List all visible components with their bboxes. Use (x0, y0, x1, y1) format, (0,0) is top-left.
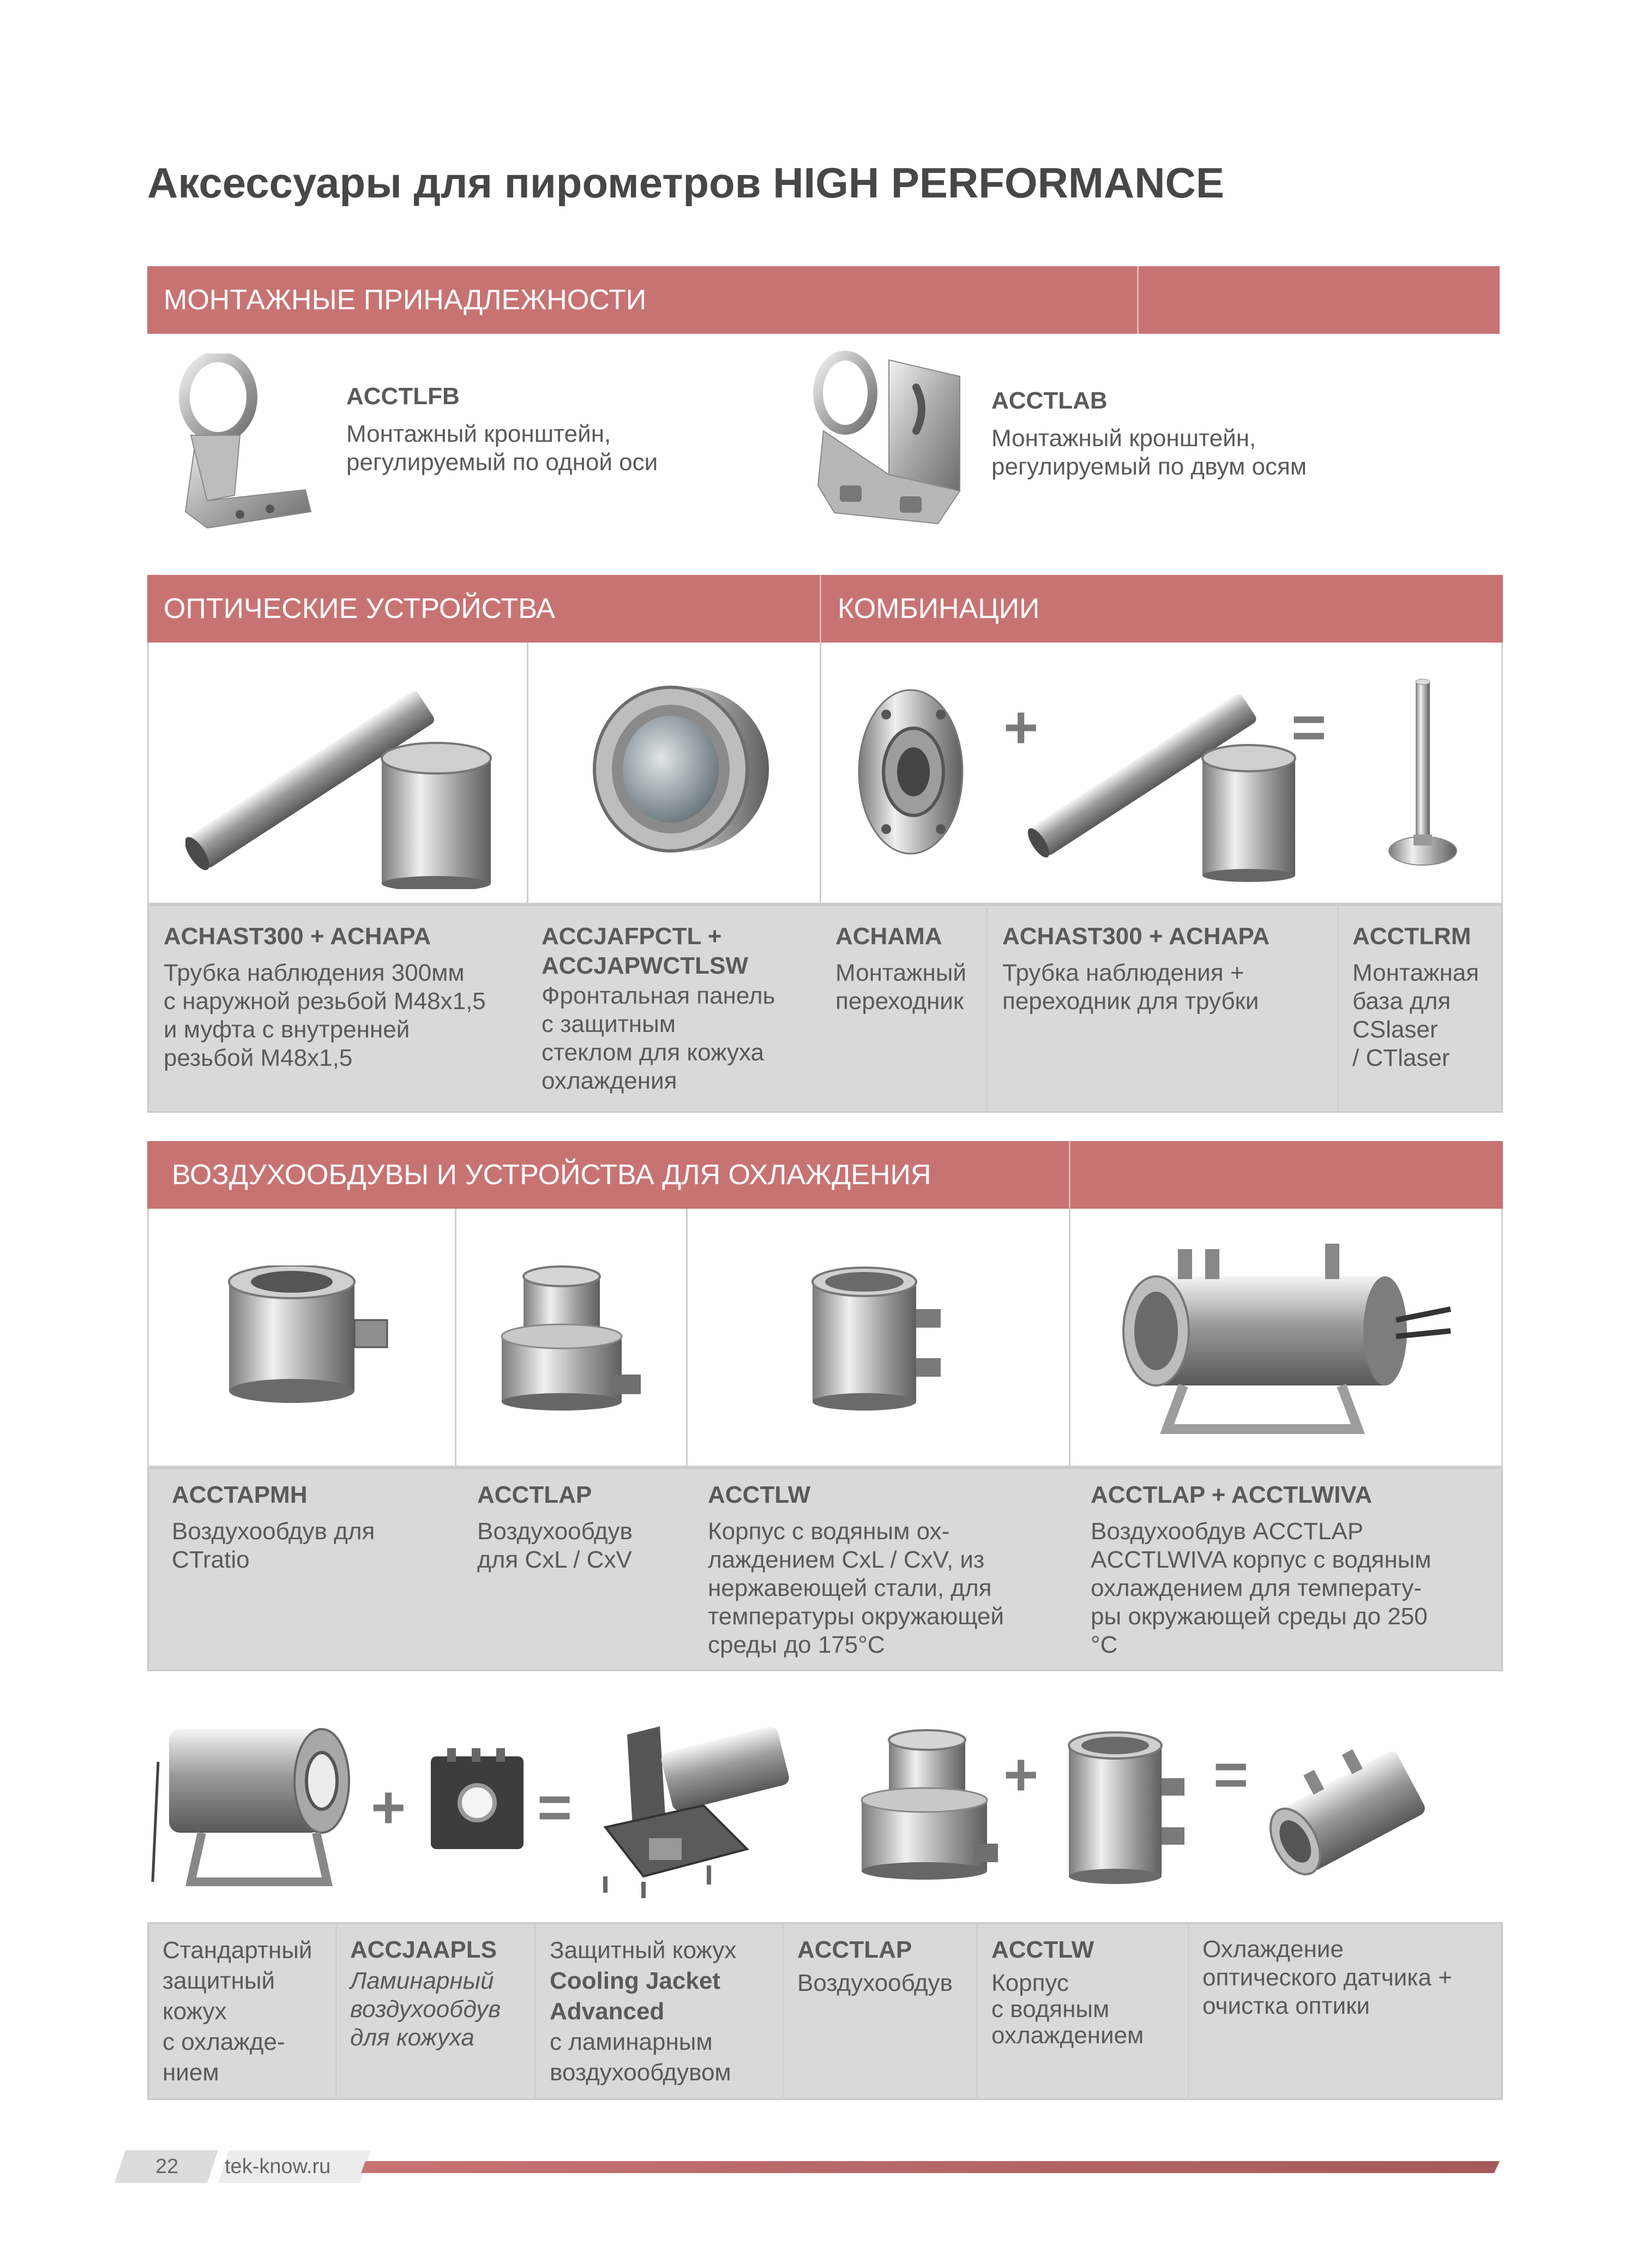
bottom-code-4: ACCTLAP (797, 1936, 912, 1963)
cell-divider (1188, 1922, 1189, 2100)
plus-sign: + (1003, 1741, 1039, 1808)
desc-line: кожух (163, 1998, 227, 2025)
equals-sign: = (537, 1774, 573, 1841)
desc-line: нием (163, 2059, 219, 2086)
desc-line: Воздухообдув ACCTLAP (1091, 1518, 1364, 1545)
cell-divider (335, 1922, 337, 2100)
bottom-desc-1 (163, 1935, 312, 2088)
desc-line: температуры окружающей (708, 1603, 1004, 1630)
bottom-desc-6 (1202, 1935, 1452, 2020)
desc-line: с водяным (991, 1996, 1110, 2023)
cell-divider (986, 904, 988, 1113)
desc-line: охлаждения (542, 1067, 677, 1094)
mounting-base-image (1385, 676, 1461, 878)
page-title: Аксессуары для пирометров HIGH PERFORMANCE (147, 159, 1224, 207)
desc-line: охлаждением для температу- (1091, 1575, 1422, 1601)
desc-line: резьбой M48x1,5 (164, 1045, 353, 1071)
bracket-one-axis-image (175, 353, 316, 533)
cooling-desc-1 (172, 1517, 375, 1574)
section-header-combinations (821, 575, 1503, 643)
protective-housing-image (147, 1718, 360, 1893)
desc-line: воздухообдув (350, 1996, 501, 2023)
mounting-desc-1 (346, 420, 658, 477)
desc-line: для кожуха (350, 2024, 474, 2051)
combo-code-2: ACHAST300 + ACHAPA (1002, 923, 1270, 950)
desc-line: Монтажный (835, 959, 966, 986)
cooling-code-1: ACCTAPMH (172, 1481, 308, 1508)
equals-sign: = (1291, 694, 1327, 761)
desc-line-bold: Advanced (550, 1998, 665, 2025)
header-divider (1137, 266, 1139, 334)
desc-line: / CTlaser (1352, 1045, 1450, 1071)
desc-line: для CxL / CxV (477, 1546, 632, 1573)
air-purge-cxl-image (491, 1265, 654, 1413)
combo-desc-2 (1002, 959, 1259, 1016)
site-link[interactable]: tek-know.ru (225, 2155, 331, 2178)
desc-line: с охлажде- (163, 2029, 285, 2055)
desc-line: Монтажный кронштейн, (991, 425, 1256, 452)
air-purge-ctratio-image (224, 1265, 398, 1407)
optical-code-2 (542, 922, 748, 981)
header-divider (1069, 1141, 1070, 1209)
cooling-desc-3 (708, 1517, 1004, 1659)
page-number: 22 (155, 2155, 179, 2178)
optical-header-text: ОПТИЧЕСКИЕ УСТРОЙСТВА (164, 593, 555, 625)
desc-line: Защитный кожух (550, 1937, 737, 1964)
sight-tube-image (185, 676, 502, 889)
mounting-adapter-image (848, 682, 973, 862)
cooling-desc-4 (1091, 1517, 1431, 1659)
desc-line: ACCTLWIVA корпус с водяным (1091, 1546, 1431, 1573)
desc-line: Трубка наблюдения 300мм (164, 959, 465, 986)
desc-line: нержавеющей стали, для (708, 1575, 992, 1601)
cooling-code-3: ACCTLW (708, 1481, 811, 1508)
equals-sign: = (1213, 1741, 1249, 1808)
desc-line: Корпус (991, 1970, 1069, 1996)
section-header-optical (147, 575, 821, 643)
air-water-combo-image (1118, 1227, 1456, 1445)
section-header-cooling (147, 1141, 1503, 1209)
cooling-code-2: ACCTLAP (477, 1481, 592, 1508)
desc-line: очистка оптики (1202, 1993, 1370, 2019)
sensor-cooling-cleaning-image (1260, 1729, 1434, 1893)
desc-line: Ламинарный (350, 1967, 494, 1994)
cell-divider (534, 1922, 536, 2100)
plus-sign: + (371, 1774, 406, 1841)
code-line: ACCJAPWCTLSW (542, 952, 748, 979)
optical-desc-2 (542, 982, 775, 1095)
desc-line: регулируемый по двум осям (991, 453, 1307, 480)
combo-tube-image (1025, 676, 1309, 889)
desc-line: переходник (835, 988, 964, 1015)
cooling-code-4: ACCTLAP + ACCTLWIVA (1091, 1481, 1373, 1508)
combo-code-3: ACCTLRM (1352, 923, 1471, 950)
desc-line: Воздухообдув (797, 1970, 953, 1996)
optical-code-1: ACHAST300 + ACHAPA (164, 923, 431, 950)
bottom-desc-4 (797, 1969, 953, 1997)
combinations-header-text: КОМБИНАЦИИ (838, 593, 1040, 625)
bottom-code-2: ACCJAAPLS (350, 1936, 497, 1963)
combo-code-1: ACHAMA (835, 923, 942, 950)
desc-line: °C (1091, 1631, 1118, 1658)
cooling-desc-2 (477, 1517, 633, 1574)
desc-line: Стандартный (163, 1937, 312, 1964)
desc-line: CSlaser (1352, 1016, 1438, 1043)
cell-divider (783, 1922, 784, 2100)
cell-divider (1337, 904, 1339, 1113)
air-purge-image (851, 1729, 1003, 1887)
desc-line-bold: Cooling Jacket (550, 1967, 720, 1994)
optical-desc-1 (164, 959, 486, 1072)
desc-line: CTratio (172, 1546, 250, 1573)
desc-line: Трубка наблюдения + (1002, 959, 1244, 986)
desc-line: лаждением CxL / CxV, из (708, 1546, 985, 1573)
desc-line: и муфта с внутренней (164, 1016, 410, 1043)
desc-line: Корпус с водяным ох- (708, 1518, 950, 1545)
desc-line: Охлаждение (1202, 1936, 1344, 1963)
front-panel-image (578, 676, 774, 862)
bracket-two-axis-image (807, 349, 965, 535)
code-line: ACCJAFPCTL + (542, 923, 722, 950)
desc-line: Фронтальная панель (542, 982, 775, 1009)
bottom-desc-2 (350, 1967, 501, 2052)
desc-line: оптического датчика + (1202, 1964, 1452, 1991)
mounting-header-text: МОНТАЖНЫЕ ПРИНАДЛЕЖНОСТИ (164, 284, 647, 316)
mounting-code-1: ACCTLFB (346, 383, 460, 410)
desc-line: с ламинарным (550, 2029, 713, 2055)
mounting-desc-2 (991, 424, 1307, 481)
section-header-mounting (147, 266, 1500, 334)
cooling-jacket-advanced-image (584, 1718, 802, 1898)
cooling-header-text: ВОЗДУХООБДУВЫ И УСТРОЙСТВА ДЛЯ ОХЛАЖДЕНИЯ (172, 1159, 931, 1191)
mounting-code-2: ACCTLAB (991, 387, 1108, 414)
laminar-air-purge-image (425, 1745, 529, 1855)
desc-line: воздухообдувом (550, 2059, 731, 2086)
water-cooling-housing-image (807, 1265, 960, 1413)
desc-line: с наружной резьбой M48x1,5 (164, 988, 486, 1015)
desc-line: защитный (163, 1967, 275, 1994)
desc-line: переходник для трубки (1002, 988, 1259, 1015)
bottom-code-5: ACCTLW (991, 1936, 1094, 1963)
desc-line: Монтажная (1352, 959, 1479, 986)
combo-desc-1 (835, 959, 966, 1016)
desc-line: с защитным (542, 1011, 676, 1037)
desc-line: регулируемый по одной оси (346, 449, 658, 476)
desc-line: охлаждением (991, 2022, 1144, 2049)
desc-line: стеклом для кожуха (542, 1039, 765, 1066)
desc-line: база для (1352, 988, 1451, 1015)
combo-desc-3 (1352, 959, 1479, 1072)
desc-line: Монтажный кронштейн, (346, 421, 611, 447)
bottom-desc-3 (550, 1935, 736, 2088)
desc-line: Воздухообдув для (172, 1518, 375, 1545)
desc-line: Воздухообдув (477, 1518, 633, 1545)
desc-line: ры окружающей среды до 250 (1091, 1603, 1428, 1630)
water-housing-image (1063, 1729, 1194, 1887)
desc-line: среды до 175°C (708, 1631, 885, 1658)
bottom-desc-5 (991, 1970, 1144, 2049)
cell-divider (976, 1922, 978, 2100)
plus-sign: + (1003, 694, 1039, 761)
